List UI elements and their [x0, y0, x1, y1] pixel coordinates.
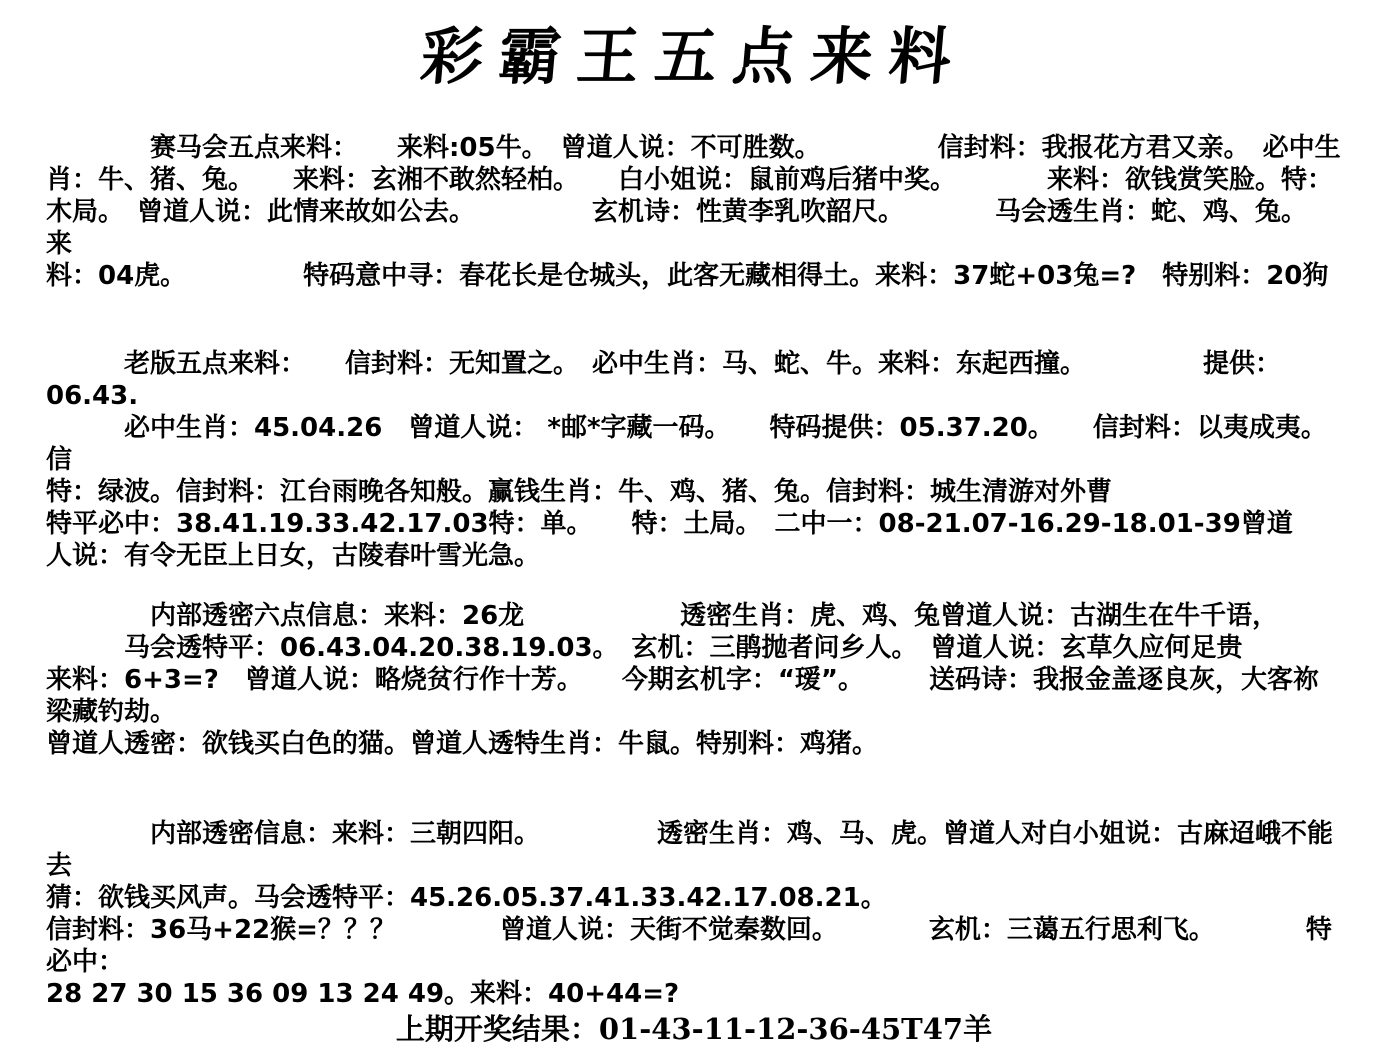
- lottery-tips-sheet: [0, 18, 1388, 1046]
- text-line: 猜：欲钱买风声。马会透特平：45.26.05.37.41.33.42.17.08.21。: [46, 883, 887, 913]
- text-line: 马会透特平：06.43.04.20.38.19.03。 玄机：三鹃抛者问乡人。 曾道人说：玄草久应何足贵: [46, 633, 1243, 663]
- text-line: 内部透密六点信息：来料：26龙 透密生肖：虎、鸡、兔曾道人说：古湖生在牛千语，: [46, 601, 1279, 631]
- text-line: 内部透密信息：来料：三朝四阳。 透密生肖：鸡、马、虎。曾道人对白小姐说：古麻迢峨不能去: [46, 819, 1334, 881]
- text-line: 特平必中：38.41.19.33.42.17.03特：单。 特：土局。 二中一：08-21.07-16.29-18.01-39曾道: [46, 509, 1293, 539]
- section-saimahui-wudian-lailiao: [46, 132, 1347, 292]
- text-line: 肖：牛、猪、兔。 来料：玄湘不敢然轻柏。 白小姐说：鼠前鸡后猪中奖。 来料：欲钱赏笑脸。特：: [46, 165, 1334, 195]
- page-title: 彩霸王五点来料: [417, 20, 971, 93]
- text-line: 老版五点来料： 信封料：无知置之。 必中生肖：马、蛇、牛。来料：东起西撞。 提供：06.43.: [46, 349, 1282, 411]
- last-draw-result: 上期开奖结果：01-43-11-12-36-45T47羊: [395, 1012, 993, 1046]
- text-line: 必中生肖：45.04.26 曾道人说： *邮*字藏一码。 特码提供：05.37.20。 信封料：以夷成夷。 信: [46, 413, 1340, 475]
- text-line: 料：04虎。 特码意中寻：春花长是仓城头，此客无藏相得土。来料：37蛇+03兔=? 特别料：20狗: [46, 261, 1329, 291]
- text-line: 赛马会五点来料： 来料:05牛。 曾道人说：不可胜数。 信封料：我报花方君又亲。 必中生: [46, 133, 1341, 163]
- text-line: 特：绿波。信封料：江台雨晚各知般。赢钱生肖：牛、鸡、猪、兔。信封料：城生清游对外曹: [46, 477, 1113, 507]
- text-line: 信封料：36马+22猴=？？？ 曾道人说：天街不觉秦数回。 玄机：三蔼五行思利飞。 特必中：: [46, 915, 1332, 977]
- section-neibu-toumi-liudian-xinxi: [46, 600, 1342, 760]
- text-line: 人说：有令无臣上日女，古陵春叶雪光急。: [46, 541, 541, 571]
- text-line: 28 27 30 15 36 09 13 24 49。来料：40+44=?: [46, 979, 680, 1009]
- text-line: 木局。 曾道人说：此情来故如公去。 玄机诗：性黄李乳吹韶尺。 马会透生肖：蛇、鸡、兔。 来: [46, 197, 1347, 259]
- text-line: 曾道人透密：欲钱买白色的猫。曾道人透特生肖：牛鼠。特别料：鸡猪。: [46, 729, 879, 759]
- text-line: 来料：6+3=? 曾道人说：略烧贫行作十芳。 今期玄机字：“瑷”。 送码诗：我报金盖逐良灰，大客祢梁藏钓劫。: [46, 665, 1320, 727]
- section-laoban-wudian-lailiao: [46, 348, 1342, 572]
- section-neibu-toumi-xinxi: [46, 818, 1342, 1010]
